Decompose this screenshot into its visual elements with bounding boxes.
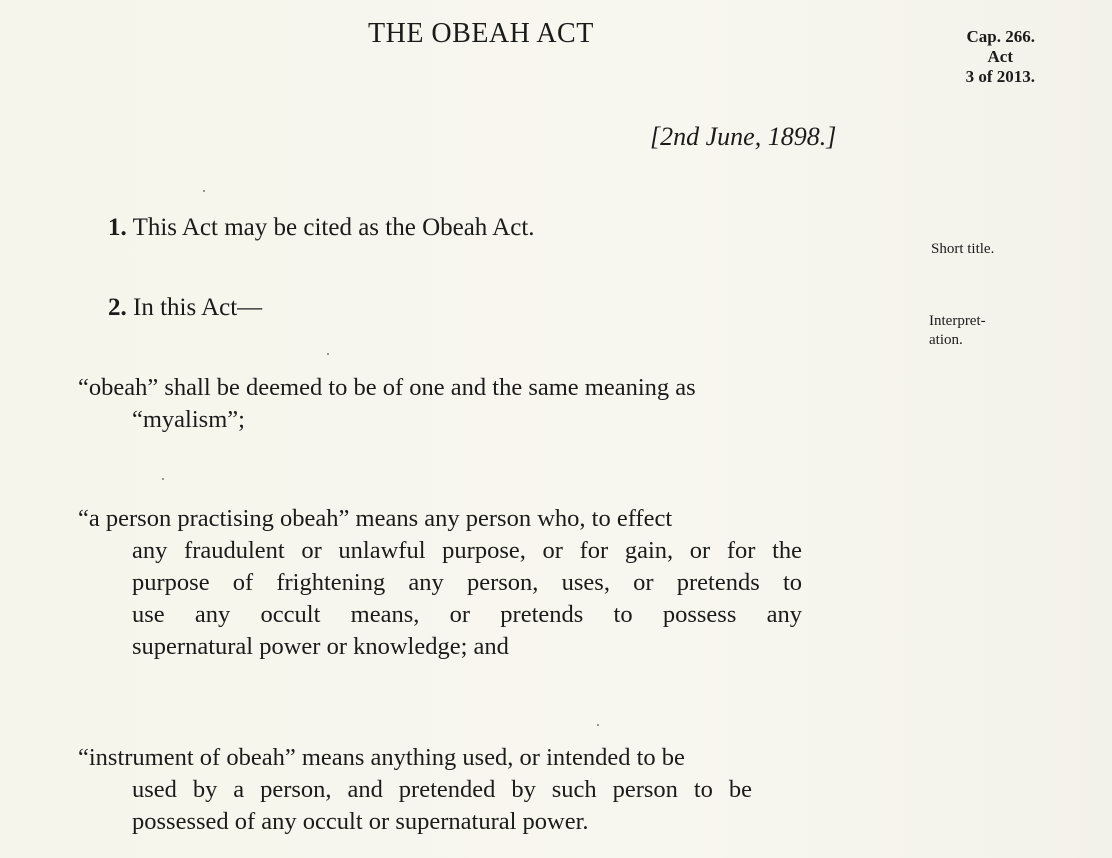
commencement-date: [2nd June, 1898.] <box>650 122 837 151</box>
definition-person-line-1: “a person practising obeah” means any person who, to effect <box>78 505 673 532</box>
definition-person-line-5: supernatural power or knowledge; and <box>132 633 509 660</box>
definition-instrument-line-1: “instrument of obeah” means anything used, or intended to be <box>78 744 685 771</box>
scan-speck <box>597 724 599 726</box>
definition-obeah <box>78 372 908 436</box>
definition-obeah-line-2: “myalism”; <box>132 406 245 433</box>
section-1-text: This Act may be cited as the Obeah Act. <box>132 214 535 241</box>
margin-note-interpretation-line-2: ation. <box>929 332 963 348</box>
definition-person-practising-obeah <box>78 503 908 663</box>
definition-person-line-4: use any occult means, or pretends to possess any <box>132 601 802 628</box>
section-2-number: 2. <box>108 294 127 321</box>
scan-speck <box>162 478 164 480</box>
definition-instrument-of-obeah <box>78 742 908 838</box>
scan-speck <box>327 353 329 355</box>
act-label: Act <box>987 47 1013 66</box>
margin-note-interpretation-line-1: Interpret- <box>929 313 986 329</box>
section-2 <box>108 294 262 322</box>
definition-instrument-line-3: possessed of any occult or supernatural power. <box>132 808 589 835</box>
section-2-text: In this Act— <box>133 294 263 321</box>
definition-person-line-2: any fraudulent or unlawful purpose, or for gain, or for the <box>132 537 802 564</box>
margin-note-short-title: Short title. <box>931 241 995 257</box>
act-title: THE OBEAH ACT <box>368 18 594 49</box>
section-1-number: 1. <box>108 214 127 241</box>
cap-reference <box>925 27 1035 87</box>
margin-note-interpretation <box>929 312 986 350</box>
definition-person-line-3: purpose of frightening any person, uses, or pretends to <box>132 569 802 596</box>
act-year: 3 of 2013. <box>965 67 1035 86</box>
definition-obeah-line-1: “obeah” shall be deemed to be of one and the same meaning as <box>78 374 696 401</box>
scan-speck <box>203 190 205 192</box>
cap-number: Cap. 266. <box>966 27 1035 46</box>
definition-instrument-line-2: used by a person, and pretended by such person to be <box>132 776 752 803</box>
section-1 <box>108 214 535 242</box>
